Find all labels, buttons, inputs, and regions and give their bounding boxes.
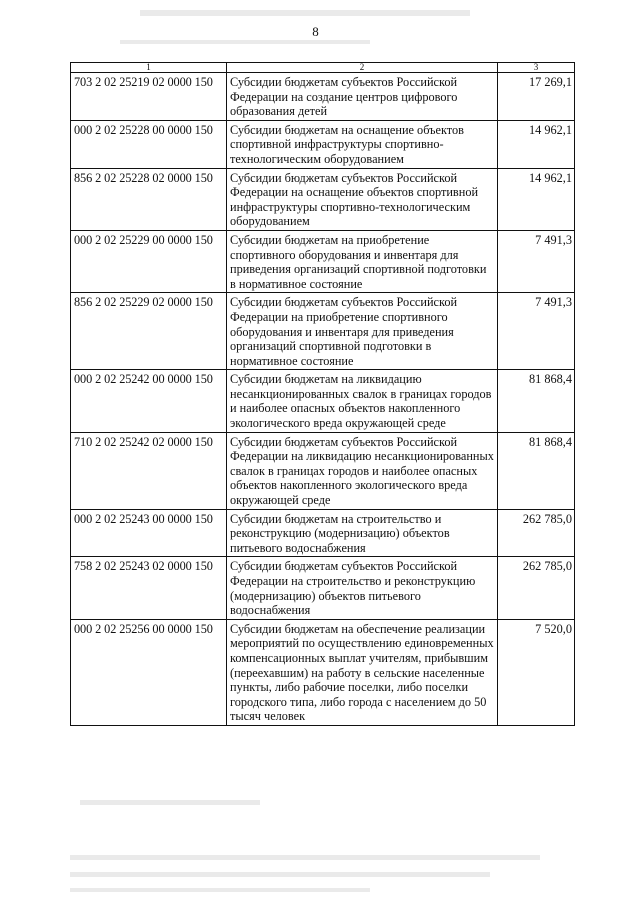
income-code-cell: 856 2 02 25228 02 0000 150 (71, 168, 227, 230)
column-header-code: 1 (71, 63, 227, 73)
income-code-cell: 856 2 02 25229 02 0000 150 (71, 293, 227, 370)
scan-noise-bottom-3 (70, 872, 490, 877)
table-row (71, 168, 575, 230)
table-row (71, 73, 575, 121)
income-code-cell: 000 2 02 25228 00 0000 150 (71, 120, 227, 168)
amount-cell: 81 868,4 (498, 432, 575, 509)
amount-cell: 7 491,3 (498, 293, 575, 370)
column-header-name: 2 (227, 63, 498, 73)
income-name-cell: Субсидии бюджетам на оснащение объектов спортивной инфраструктуры спортивно-технологическим оборудованием (227, 120, 498, 168)
income-name-cell: Субсидии бюджетам субъектов Российской Федерации на приобретение спортивного оборудования и инвентаря для приведения организаций спортивной подготовки в нормативное состояние (227, 293, 498, 370)
amount-cell: 262 785,0 (498, 557, 575, 619)
income-name-cell: Субсидии бюджетам субъектов Российской Федерации на ликвидацию несанкционированных свалок в границах городов и наиболее опасных объектов накопленного экологического вреда окружающей среде (227, 432, 498, 509)
budget-table (70, 62, 575, 726)
table-row (71, 619, 575, 725)
scan-noise-bottom-4 (70, 888, 370, 892)
income-name-cell: Субсидии бюджетам на ликвидацию несанкционированных свалок в границах городов и наиболее опасных объектов накопленного экологического вреда окружающей среде (227, 370, 498, 432)
table-row (71, 120, 575, 168)
income-code-cell: 000 2 02 25243 00 0000 150 (71, 509, 227, 557)
amount-cell: 14 962,1 (498, 168, 575, 230)
scan-noise-top-2 (120, 40, 370, 44)
amount-cell: 14 962,1 (498, 120, 575, 168)
table-row (71, 293, 575, 370)
column-header-amount: 3 (498, 63, 575, 73)
income-name-cell: Субсидии бюджетам субъектов Российской Федерации на оснащение объектов спортивной инфраструктуры спортивно-технологическим оборудованием (227, 168, 498, 230)
scan-noise-top (140, 10, 470, 16)
income-code-cell: 000 2 02 25256 00 0000 150 (71, 619, 227, 725)
amount-cell: 262 785,0 (498, 509, 575, 557)
income-name-cell: Субсидии бюджетам на строительство и реконструкцию (модернизацию) объектов питьевого водоснабжения (227, 509, 498, 557)
income-name-cell: Субсидии бюджетам на обеспечение реализации мероприятий по осуществлению единовременных компенсационных выплат учителям, прибывшим (переехавшим) на работу в сельские населенные пункты, либо рабочие поселки, либо поселки городского типа, либо города с населением до 50 тысяч человек (227, 619, 498, 725)
income-name-cell: Субсидии бюджетам на приобретение спортивного оборудования и инвентаря для приведения организаций спортивной подготовки в нормативное состояние (227, 230, 498, 292)
table-header-row (71, 63, 575, 73)
page-number: 8 (312, 24, 319, 39)
table-row (71, 509, 575, 557)
amount-cell: 17 269,1 (498, 73, 575, 121)
income-code-cell: 000 2 02 25242 00 0000 150 (71, 370, 227, 432)
income-code-cell: 703 2 02 25219 02 0000 150 (71, 73, 227, 121)
table-row (71, 230, 575, 292)
table-row (71, 370, 575, 432)
income-code-cell: 758 2 02 25243 02 0000 150 (71, 557, 227, 619)
amount-cell: 7 520,0 (498, 619, 575, 725)
income-code-cell: 000 2 02 25229 00 0000 150 (71, 230, 227, 292)
income-name-cell: Субсидии бюджетам субъектов Российской Федерации на строительство и реконструкцию (модернизацию) объектов питьевого водоснабжения (227, 557, 498, 619)
income-name-cell: Субсидии бюджетам субъектов Российской Федерации на создание центров цифрового образования детей (227, 73, 498, 121)
income-code-cell: 710 2 02 25242 02 0000 150 (71, 432, 227, 509)
amount-cell: 7 491,3 (498, 230, 575, 292)
scan-noise-bottom-2 (70, 855, 540, 860)
table-row (71, 432, 575, 509)
table-row (71, 557, 575, 619)
amount-cell: 81 868,4 (498, 370, 575, 432)
scan-noise-bottom-1 (80, 800, 260, 805)
